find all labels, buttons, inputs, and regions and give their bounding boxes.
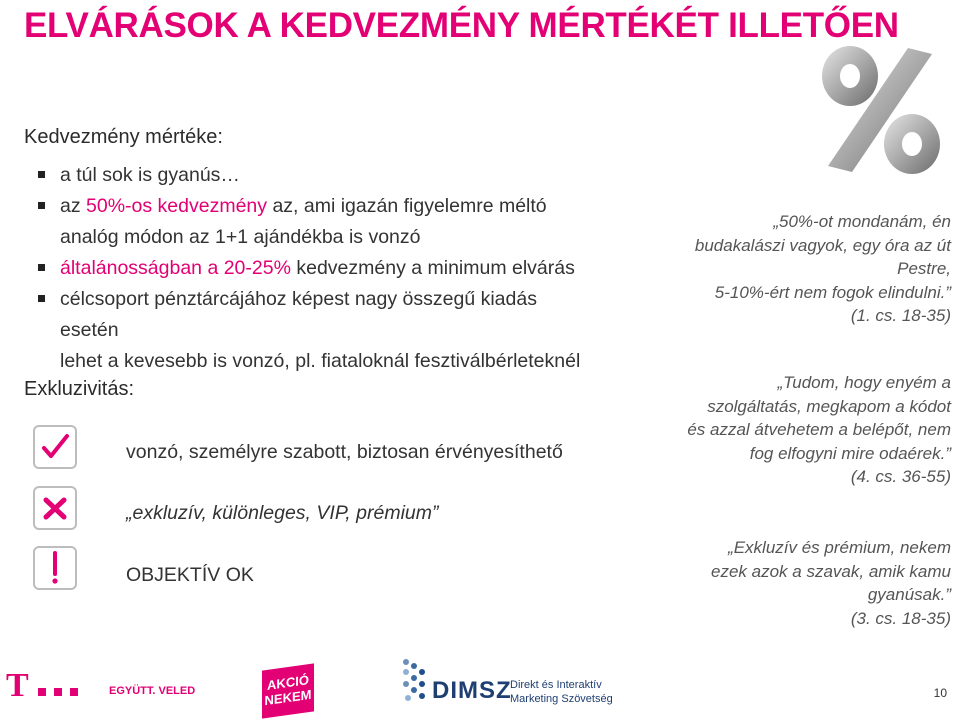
cross-icon: [40, 493, 70, 523]
highlight-text: általánosságban a 20-25%: [60, 257, 291, 279]
tagline: EGYÜTT. VELED: [109, 685, 196, 697]
percent-icon: [800, 40, 958, 180]
dimsz-dots-icon: [400, 656, 430, 706]
dimsz-subtitle: Direkt és Interaktív Marketing Szövetség: [510, 679, 613, 705]
percent-graphic: [800, 40, 958, 185]
list-item: a túl sok is gyanús…: [38, 160, 598, 191]
page-title: ELVÁRÁSOK A KEDVEZMÉNY MÉRTÉKÉT ILLETŐEN: [24, 6, 899, 45]
cross-box: [33, 486, 77, 530]
quote-source: (1. cs. 18-35): [850, 306, 951, 325]
quote-source: (4. cs. 36-55): [850, 467, 951, 486]
list-item: az 50%-os kedvezmény az, ami igazán figyelemre méltó analóg módon az 1+1 ajándékba is vonzó: [38, 191, 598, 253]
page-number: 10: [933, 686, 947, 700]
check-icon: [40, 432, 70, 462]
exclusivity-heading: Exkluzivitás:: [24, 378, 135, 400]
exclusivity-row-1: vonzó, személyre szabott, biztosan érvényesíthető: [126, 441, 563, 463]
akcio-nekem-logo: AKCIÓ NEKEM: [262, 663, 314, 718]
exclusivity-row-3: OBJEKTÍV OK: [126, 564, 254, 586]
quote-source: (3. cs. 18-35): [850, 608, 951, 628]
exclamation-box: [33, 546, 77, 590]
highlight-text: 50%-os kedvezmény: [86, 195, 268, 217]
quote-3: „Exkluzív és prémium, nekem ezek azok a szavak, amik kamu gyanúsak.” (3. cs. 18-35): [651, 536, 951, 630]
telekom-logo: T: [6, 673, 76, 701]
list-item: célcsoport pénztárcájához képest nagy összegű kiadás esetén lehet a kevesebb is vonzó, pl. fiataloknál fesztiválbérleteknél: [38, 284, 598, 377]
quote-1: „50%-ot mondanám, én budakalászi vagyok, egy óra az út Pestre, 5-10%-ért nem fogok elindulni.” (1. cs. 18-35): [651, 210, 951, 328]
discount-heading: Kedvezmény mértéke:: [24, 126, 223, 148]
dimsz-logo-text: DIMSZ: [432, 677, 512, 704]
quote-2: „Tudom, hogy enyém a szolgáltatás, megkapom a kódot és azzal átvehetem a belépőt, nem fog elfogyni mire odaérek.” (4. cs. 36-55): [651, 371, 951, 489]
exclamation-icon: [40, 551, 70, 585]
exclusivity-row-2: „exkluzív, különleges, VIP, prémium”: [126, 502, 439, 524]
discount-list: [38, 160, 598, 377]
list-item: általánosságban a 20-25% kedvezmény a minimum elvárás: [38, 253, 598, 284]
check-box: [33, 425, 77, 469]
